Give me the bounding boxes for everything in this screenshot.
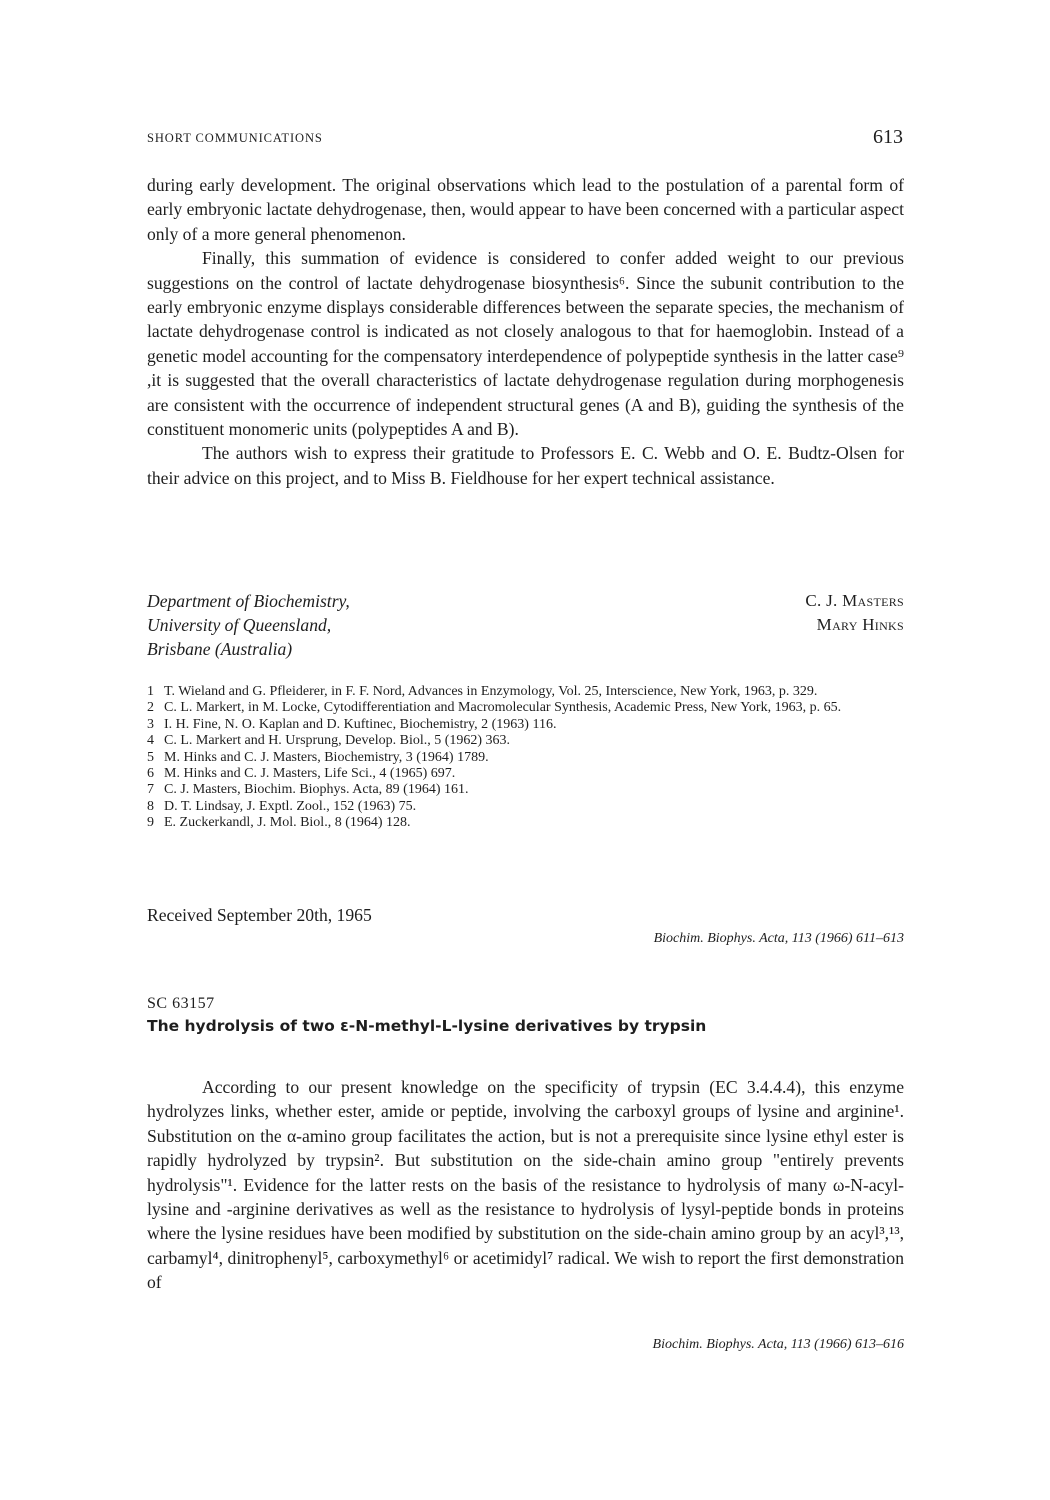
reference-number: 5 [147, 749, 154, 765]
reference-item [147, 815, 904, 831]
affiliation [147, 589, 350, 661]
reference-text: T. Wieland and G. Pfleiderer, in F. F. Nord, Advances in Enzymology, Vol. 25, Interscience, New York, 1963, p. 329. [164, 684, 818, 699]
paragraph: Finally, this summation of evidence is considered to confer added weight to our previous suggestions on the control of lactate dehydrogenase biosynthesis⁶. Since the subunit contribution to the early embryonic enzyme displays considerable differences between the separate species, the mechanism of lactate dehydrogenase control is indicated as not closely analogous to that for haemoglobin. Instead of a genetic model accounting for the compensatory interdependence of polypeptide synthesis in the latter case⁹ ,it is suggested that the overall characteristics of lactate dehydrogenase regulation during morphogenesis are consistent with the occurrence of independent structural genes (A and B), guiding the synthesis of the constituent monomeric units (polypeptides A and B). [147, 248, 904, 440]
reference-list [147, 684, 904, 832]
reference-number: 8 [147, 798, 154, 814]
reference-text: M. Hinks and C. J. Masters, Biochemistry, 3 (1964) 1789. [164, 749, 489, 765]
reference-text: C. J. Masters, Biochim. Biophys. Acta, 89 (1964) 161. [164, 782, 469, 798]
affiliation-line: Brisbane (Australia) [147, 639, 293, 659]
reference-item [147, 799, 904, 815]
acknowledgement-paragraph: The authors wish to express their gratitude to Professors E. C. Webb and O. E. Budtz-Olsen for their advice on this project, and to Miss B. Fieldhouse for her expert technical assistance. [147, 443, 904, 488]
reference-item [147, 733, 904, 749]
running-head: SHORT COMMUNICATIONS [147, 131, 323, 145]
reference-item [147, 782, 904, 798]
reference-number: 4 [147, 733, 154, 749]
reference-text: M. Hinks and C. J. Masters, Life Sci., 4 (1965) 697. [164, 766, 456, 782]
citation-footer: Biochim. Biophys. Acta, 113 (1966) 613–616 [652, 1337, 904, 1352]
reference-item [147, 766, 904, 782]
reference-text: C. L. Markert, in M. Locke, Cytodifferentiation and Macromolecular Synthesis, Academic Press, New York, 1963, p. 65. [164, 700, 842, 716]
continuation-text [147, 173, 904, 490]
reference-text: I. H. Fine, N. O. Kaplan and D. Kuftinec, Biochemistry, 2 (1963) 116. [164, 716, 557, 732]
reference-number: 6 [147, 766, 154, 782]
reference-number: 2 [147, 700, 154, 716]
received-date: Received September 20th, 1965 [147, 905, 372, 925]
reference-item [147, 717, 904, 733]
page-number: 613 [873, 126, 903, 148]
reference-text: C. L. Markert and H. Ursprung, Develop. Biol., 5 (1962) 363. [164, 733, 511, 749]
citation-footer: Biochim. Biophys. Acta, 113 (1966) 611–613 [653, 931, 904, 946]
affiliation-line: Department of Biochemistry, [147, 591, 350, 611]
paragraph: during early development. The original observations which lead to the postulation of a parental form of early embryonic lactate dehydrogenase, then, would appear to have been concerned with a particular aspect only of a more general phenomenon. [147, 175, 904, 244]
author-name: Mary Hinks [816, 615, 904, 634]
reference-item [147, 684, 904, 700]
article-code: SC 63157 [147, 995, 215, 1012]
author-list [700, 589, 904, 637]
reference-number: 1 [147, 684, 154, 699]
reference-item [147, 700, 904, 716]
article-body [147, 1075, 904, 1295]
paragraph: According to our present knowledge on the specificity of trypsin (EC 3.4.4.4), this enzyme hydrolyzes links, whether ester, amide or peptide, involving the carboxyl groups of lysine and arginine¹. Substitution on the α-amino group facilitates the action, but is not a prerequisite since lysine ethyl ester is rapidly hydrolyzed by trypsin². But substitution on the side-chain amino group "entirely prevents hydrolysis"¹. Evidence for the latter rests on the basis of the resistance to hydrolysis of many ω-N-acyl-lysine and -arginine derivatives as well as the resistance to hydrolysis of lysyl-peptide bonds in proteins where the lysine residues have been modified by substitution on the side-chain amino group by an acyl³,¹³, carbamyl⁴, dinitrophenyl⁵, carboxymethyl⁶ or acetimidyl⁷ radical. We wish to report the first demonstration of [147, 1077, 904, 1293]
reference-number: 7 [147, 782, 154, 798]
article-title: The hydrolysis of two ε-N-methyl-L-lysine derivatives by trypsin [147, 1017, 707, 1035]
reference-text: E. Zuckerkandl, J. Mol. Biol., 8 (1964) 128. [164, 815, 411, 831]
reference-item [147, 750, 904, 766]
author-name: C. J. Masters [805, 591, 904, 610]
reference-text: D. T. Lindsay, J. Exptl. Zool., 152 (1963) 75. [164, 798, 417, 814]
reference-number: 3 [147, 716, 154, 732]
affiliation-line: University of Queensland, [147, 615, 332, 635]
reference-number: 9 [147, 815, 154, 831]
